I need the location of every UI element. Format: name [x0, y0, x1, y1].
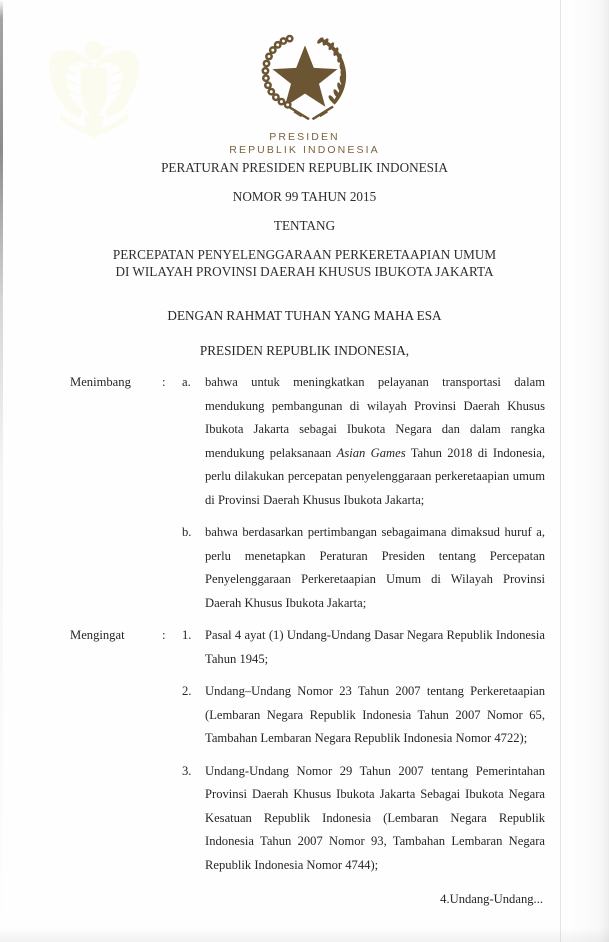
consideration-item-b: [0, 521, 609, 615]
consideration-text-b: bahwa berdasarkan pertimbangan sebagaimana dimaksud huruf a, perlu menetapkan Peraturan Presiden tentang Percepatan Penyelenggaraan Perkeretaapian Umum di Wilayah Provinsi Daerah Khusus Ibukota Jakarta;: [205, 525, 545, 610]
authority-line: PRESIDEN REPUBLIK INDONESIA,: [199, 343, 410, 358]
emblem-caption-line-1: PRESIDEN: [269, 131, 340, 143]
consideration-item-a: [0, 371, 609, 512]
consideration-a-part1: bahwa untuk meningkatkan pelayanan transportasi dalam mendukung pembangunan di wilayah Provinsi Daerah Khusus Ibukota Jakarta sebagai Ibukota Negara dan dalam rangka mendukung pelaksanaan: [205, 375, 545, 460]
legal-basis-text-2: Undang–Undang Nomor 23 Tahun 2007 tentang Perkeretaapian (Lembaran Negara Republik Indonesia Tahun 2007 Nomor 65, Tambahan Lembaran Negara Republik Indonesia Nomor 4722);: [205, 684, 545, 745]
consideration-a-italic: Asian Games: [336, 445, 406, 460]
emblem-block: [0, 30, 609, 156]
legal-basis-marker-3: 3.: [182, 763, 192, 778]
consideration-a-part2: Tahun 2018 di Indonesia, perlu dilakukan percepatan penyelenggaraan perkeretaapian umum di Provinsi Daerah Khusus Ibukota Jakarta;: [205, 445, 546, 507]
document-title-block: [0, 160, 609, 279]
emblem-caption-line-2: REPUBLIK INDONESIA: [229, 143, 380, 156]
presidential-seal-star-wreath-icon: [257, 30, 353, 120]
legal-basis-label: Mengingat: [70, 628, 125, 642]
emblem-caption: [0, 131, 609, 156]
scan-edge-bottom: [0, 928, 609, 942]
legal-basis-item-1: [0, 624, 609, 671]
legal-basis-marker-2: 2.: [182, 684, 192, 698]
legal-basis-text-3: Undang-Undang Nomor 29 Tahun 2007 tentang Pemerintahan Provinsi Daerah Khusus Ibukota Jakarta Sebagai Ibukota Negara Kesatuan Republik Indonesia (Lembaran Negara Republik Indonesia Tahun 2007 Nomor 93, Tambahan Lembaran Negara Republik Indonesia Nomor 4744);: [205, 763, 545, 872]
title-subject-line-2: DI WILAYAH PROVINSI DAERAH KHUSUS IBUKOTA JAKARTA: [115, 264, 494, 279]
clauses-section: [0, 371, 609, 886]
title-regulation-type: PERATURAN PRESIDEN REPUBLIK INDONESIA: [161, 160, 448, 175]
title-subject-line-1: PERCEPATAN PENYELENGGARAAN PERKERETAAPIAN UMUM: [112, 247, 497, 262]
legal-basis-group: [0, 624, 609, 877]
legal-basis-item-2: [0, 680, 609, 751]
considerations-label: Menimbang: [70, 375, 131, 389]
oath-line: DENGAN RAHMAT TUHAN YANG MAHA ESA: [167, 308, 442, 323]
title-number-year: NOMOR 99 TAHUN 2015: [232, 189, 377, 204]
legal-basis-colon: :: [162, 628, 166, 642]
considerations-group: [0, 371, 609, 615]
continuation-note: 4.Undang-Undang...: [440, 892, 543, 906]
legal-basis-text-1: Pasal 4 ayat (1) Undang-Undang Dasar Negara Republik Indonesia Tahun 1945;: [205, 628, 545, 666]
legal-basis-marker-1: 1.: [182, 628, 192, 642]
consideration-marker-b: b.: [182, 525, 192, 539]
legal-basis-item-3: [0, 760, 609, 878]
title-about-label: TENTANG: [273, 218, 336, 233]
consideration-marker-a: a.: [182, 375, 191, 389]
consideration-text-a: [205, 371, 545, 512]
considerations-colon: :: [162, 375, 166, 389]
